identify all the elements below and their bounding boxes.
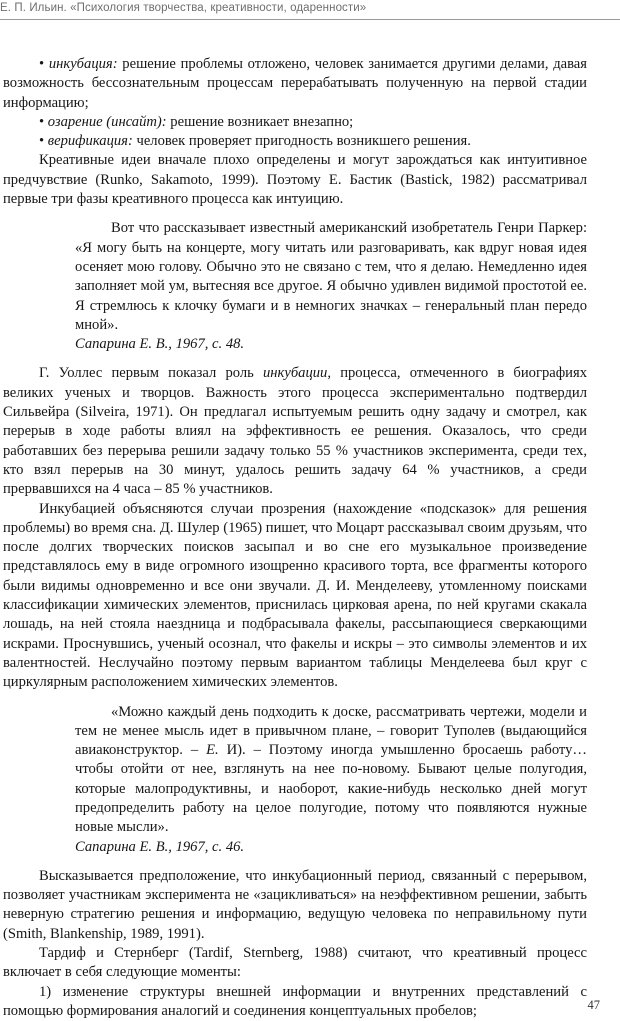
header-rule [0,19,620,20]
quote-source: Сапарина Е. В., 1967, с. 48. [75,336,245,353]
bullet-text: человек проверяет пригодность возникшего решения. [132,133,471,150]
text-run: процесса, отмеченного в биографиях великих ученых и творцов. Важность этого процесса экспериментально подтвердил Сильвейра (Silveira, 1971). Он предлагал испытуемым решить одну задачу и смотрел, как перерыв в ходе работы влиял на эффективность ее решения. Оказалось, что среди работавших без перерыва решили задачу только 55 % участников эксперимента, среди тех, кто взял перерыв на 30 минут, удалось решить задачу 64 % участников, а среди прервавшихся на 4 часа – 85 % участников. [3,365,587,498]
quote-parker [75,219,587,354]
bullet-text: решение проблемы отложено, человек занимается другими делами, давая возможность бессознательным процессам перерабатывать полученную на первой стадии информацию; [3,56,587,111]
page-number: 47 [587,998,600,1012]
quote-text: Вот что рассказывает известный американский изобретатель Генри Паркер: «Я могу быть на концерте, могу читать или разговаривать, как вдруг новая идея осеняет мою голову. Обычно это не связано с тем, что я делаю. Немедленно идея заполняет мой ум, вытесняя все другое. Я обычно удивлен видимой простотой ее. Я стремлюсь к клочку бумаги и в немногих значках – генеральный план передо мной». [75,220,587,333]
quote-text [75,703,587,838]
text-run: Г. Уоллес первым показал роль [39,365,263,382]
paragraph-wallace [3,364,587,499]
running-head: Е. П. Ильин. «Психология творчества, креативности, одаренности» [0,2,367,14]
paragraph-intro: Креативные идеи вначале плохо определены и могут зарождаться как интуитивное предчувствие (Runko, Sakamoto, 1999). Поэтому Е. Бастик (Bastick, 1982) рассматривал первые три фазы креативного процесса как интуицию. [3,152,587,208]
bullet-term: озарение (инсайт): [47,113,167,130]
paragraph-dreams: Инкубацией объясняются случаи прозрения (нахождение «подсказок» для решения проблемы) во время сна. Д. Шулер (1965) пишет, что Моцарт рассказывал своим друзьям, что после долгих творческих поисков засыпал и во сне его музыкальное произведение представлялось ему в виде огромного изощренно красивого торта, все фрагменты которого были видимы одновременно и все они звучали. Д. И. Менделееву, утомленному поисками классификации химических элементов, приснилась цирковая арена, по ней кругами скакала лошадь, на ней стояла наездница и подбрасывала факелы, рассыпающиеся сверкающими искрами. Проснувшись, ученый осознал, что факелы и искры – это символы элементов и их валентностей. Неслучайно поэтому первым вариантом таблицы Менделеева был круг с циркулярным расположением химических элементов. [3,500,587,691]
bullet-verification: • верификация: человек проверяет пригодность возникшего решения. [39,133,471,150]
list-item-1: 1) изменение структуры внешней информации и внутренних представлений с помощью формирования аналогий и соединения концептуальных пробелов; [3,983,587,1019]
bullet-insight: • озарение (инсайт): решение возникает внезапно; [39,113,354,130]
italic-editor-initial: Е. [206,742,219,759]
text-run: «Можно каждый день подходить к доске, рассматривать чертежи, модели и тем не менее мысль идет в привычном плане, – говорит Туполев (выдающийся авиаконструктор. – [75,703,587,759]
text-run: И). – Поэтому иногда умышленно бросаешь работу… чтобы отойти от нее, взглянуть на нее по-новому. Бывают целые полугодия, которые малопродуктивны, и наоборот, какие-нибудь несколько дней могут предопределить работу на целое полугодие, потому что появляются нужные новые мысли». [75,742,587,836]
bullet-term: верификация: [47,133,133,150]
quote-tupolev [75,703,587,857]
bullet-incubation: • инкубация: решение проблемы отложено, человек занимается другими делами, давая возможность бессознательным процессам перерабатывать полученную на первой стадии информацию; [3,56,587,111]
paragraph-hypothesis: Высказывается предположение, что инкубационный период, связанный с перерывом, позволяет участникам эксперимента не «зацикливаться» на неэффективном решении, забыть неверную стратегию решения и информацию, ведущую человека по неправильному пути (Smith, Blankenship, 1989, 1991). [3,867,587,942]
quote-source: Сапарина Е. В., 1967, с. 46. [75,838,245,855]
paragraph-tardif: Тардиф и Стернберг (Tardif, Sternberg, 1988) считают, что креативный процесс включает в себя следующие моменты: [3,945,587,981]
bullet-term: инкубация: [48,56,118,72]
body-text [3,55,587,1021]
italic-term: инкубации, [262,365,332,382]
bullet-text: решение возникает внезапно; [166,113,354,130]
